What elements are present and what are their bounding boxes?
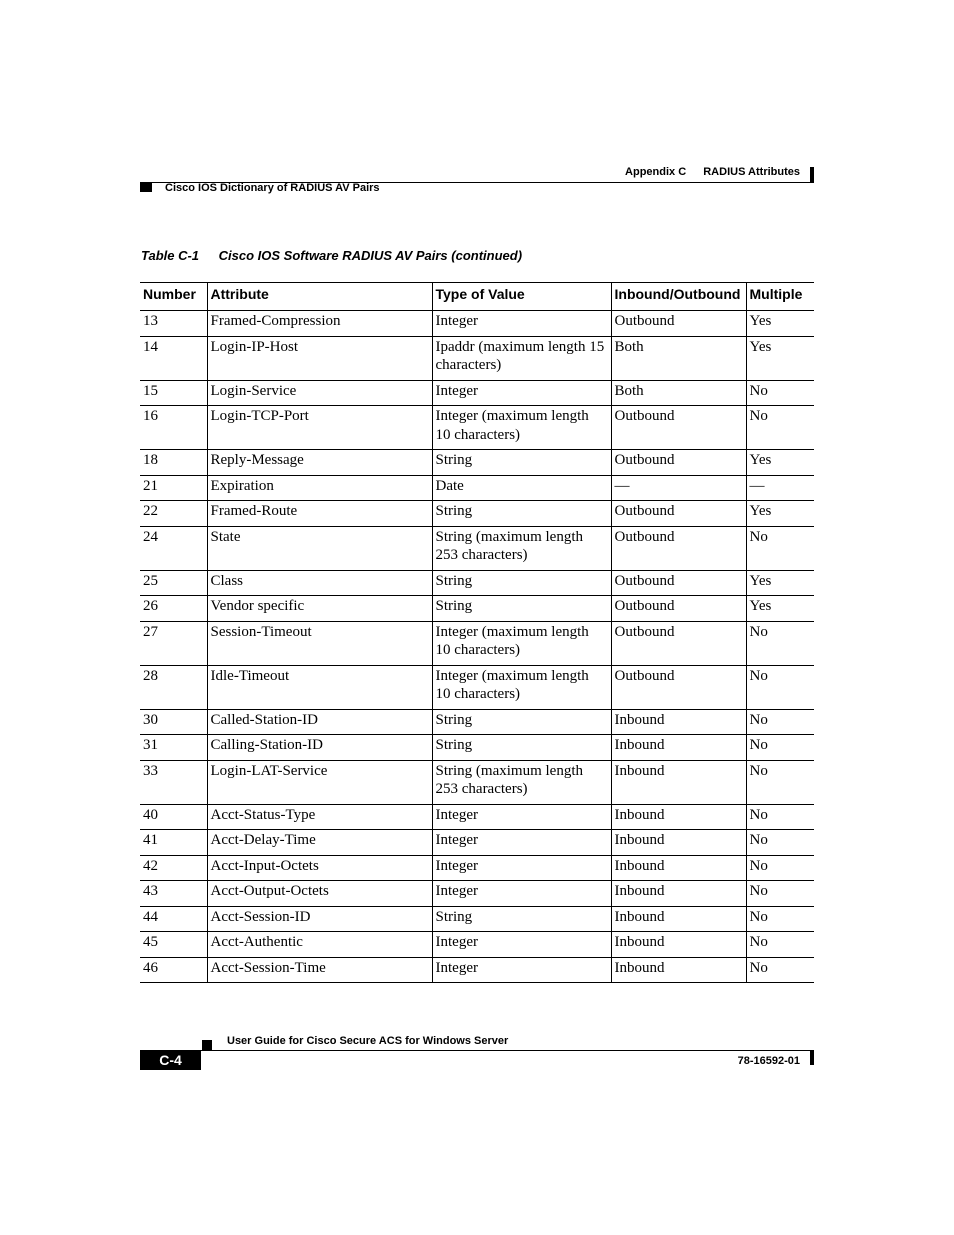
cell-number: 45 xyxy=(140,932,207,958)
table-row xyxy=(140,932,814,958)
cell-multiple: Yes xyxy=(746,311,814,337)
cell-inbound-outbound: — xyxy=(611,475,746,501)
table-row xyxy=(140,906,814,932)
cell-inbound-outbound: Outbound xyxy=(611,526,746,570)
cell-attribute: Reply-Message xyxy=(207,450,432,476)
cell-inbound-outbound: Outbound xyxy=(611,501,746,527)
cell-type-of-value: Integer xyxy=(432,881,611,907)
cell-multiple: Yes xyxy=(746,596,814,622)
cell-attribute: Acct-Output-Octets xyxy=(207,881,432,907)
column-header-multiple: Multiple xyxy=(746,283,814,311)
header-section: Cisco IOS Dictionary of RADIUS AV Pairs xyxy=(165,182,380,194)
cell-number: 15 xyxy=(140,380,207,406)
cell-attribute: Acct-Authentic xyxy=(207,932,432,958)
cell-type-of-value: String xyxy=(432,596,611,622)
cell-inbound-outbound: Inbound xyxy=(611,830,746,856)
cell-number: 25 xyxy=(140,570,207,596)
cell-number: 14 xyxy=(140,336,207,380)
cell-attribute: Class xyxy=(207,570,432,596)
cell-attribute: Acct-Delay-Time xyxy=(207,830,432,856)
cell-multiple: No xyxy=(746,709,814,735)
column-header-attribute: Attribute xyxy=(207,283,432,311)
cell-type-of-value: String xyxy=(432,709,611,735)
cell-multiple: No xyxy=(746,526,814,570)
cell-attribute: Acct-Status-Type xyxy=(207,804,432,830)
cell-attribute: Calling-Station-ID xyxy=(207,735,432,761)
cell-attribute: Acct-Session-ID xyxy=(207,906,432,932)
table-row xyxy=(140,804,814,830)
column-header-inbound-outbound: Inbound/Outbound xyxy=(611,283,746,311)
cell-number: 31 xyxy=(140,735,207,761)
cell-number: 24 xyxy=(140,526,207,570)
cell-type-of-value: Integer xyxy=(432,957,611,983)
table-caption xyxy=(141,248,522,263)
cell-type-of-value: String (maximum length 253 characters) xyxy=(432,760,611,804)
footer-rule xyxy=(140,1050,814,1051)
cell-multiple: No xyxy=(746,621,814,665)
cell-type-of-value: Integer xyxy=(432,311,611,337)
table-row xyxy=(140,665,814,709)
cell-number: 28 xyxy=(140,665,207,709)
column-header-type-of-value: Type of Value xyxy=(432,283,611,311)
cell-attribute: Vendor specific xyxy=(207,596,432,622)
cell-attribute: Framed-Compression xyxy=(207,311,432,337)
cell-attribute: Login-IP-Host xyxy=(207,336,432,380)
table-header-row xyxy=(140,283,814,311)
header-bar xyxy=(810,167,814,183)
cell-multiple: No xyxy=(746,760,814,804)
footer-bar xyxy=(810,1050,814,1065)
cell-multiple: No xyxy=(746,665,814,709)
cell-type-of-value: Integer (maximum length 10 characters) xyxy=(432,406,611,450)
cell-multiple: No xyxy=(746,906,814,932)
cell-number: 13 xyxy=(140,311,207,337)
cell-multiple: No xyxy=(746,406,814,450)
table-row xyxy=(140,406,814,450)
cell-attribute: Acct-Input-Octets xyxy=(207,855,432,881)
cell-inbound-outbound: Inbound xyxy=(611,906,746,932)
table-row xyxy=(140,957,814,983)
cell-number: 30 xyxy=(140,709,207,735)
table-row xyxy=(140,336,814,380)
cell-number: 26 xyxy=(140,596,207,622)
cell-number: 22 xyxy=(140,501,207,527)
cell-type-of-value: String xyxy=(432,906,611,932)
cell-attribute: Acct-Session-Time xyxy=(207,957,432,983)
cell-multiple: No xyxy=(746,735,814,761)
cell-multiple: No xyxy=(746,957,814,983)
table-row xyxy=(140,570,814,596)
page-number: C-4 xyxy=(140,1050,201,1070)
cell-attribute: Session-Timeout xyxy=(207,621,432,665)
header-chapter: RADIUS Attributes xyxy=(703,166,800,178)
table-row xyxy=(140,450,814,476)
table-row xyxy=(140,380,814,406)
table-row xyxy=(140,760,814,804)
cell-multiple: Yes xyxy=(746,570,814,596)
cell-inbound-outbound: Inbound xyxy=(611,709,746,735)
cell-number: 43 xyxy=(140,881,207,907)
header-marker xyxy=(140,182,152,192)
footer-marker xyxy=(202,1040,212,1050)
cell-type-of-value: String xyxy=(432,501,611,527)
footer-book-title: User Guide for Cisco Secure ACS for Windows Server xyxy=(227,1035,509,1047)
cell-type-of-value: Integer xyxy=(432,830,611,856)
cell-inbound-outbound: Both xyxy=(611,336,746,380)
cell-number: 21 xyxy=(140,475,207,501)
radius-av-pairs-table xyxy=(140,282,814,983)
cell-type-of-value: Integer xyxy=(432,380,611,406)
cell-inbound-outbound: Outbound xyxy=(611,450,746,476)
footer-doc-number: 78-16592-01 xyxy=(737,1055,800,1067)
cell-number: 16 xyxy=(140,406,207,450)
cell-attribute: Called-Station-ID xyxy=(207,709,432,735)
table-row xyxy=(140,881,814,907)
cell-type-of-value: Integer xyxy=(432,932,611,958)
cell-type-of-value: Date xyxy=(432,475,611,501)
cell-inbound-outbound: Outbound xyxy=(611,311,746,337)
cell-inbound-outbound: Both xyxy=(611,380,746,406)
cell-multiple: — xyxy=(746,475,814,501)
cell-type-of-value: String (maximum length 253 characters) xyxy=(432,526,611,570)
table-row xyxy=(140,621,814,665)
table-caption-title: Cisco IOS Software RADIUS AV Pairs (continued) xyxy=(218,248,523,263)
table-row xyxy=(140,596,814,622)
cell-multiple: Yes xyxy=(746,336,814,380)
table-row xyxy=(140,709,814,735)
cell-multiple: No xyxy=(746,380,814,406)
cell-inbound-outbound: Inbound xyxy=(611,735,746,761)
table-row xyxy=(140,830,814,856)
cell-type-of-value: Integer xyxy=(432,855,611,881)
cell-attribute: Idle-Timeout xyxy=(207,665,432,709)
cell-inbound-outbound: Inbound xyxy=(611,804,746,830)
column-header-number: Number xyxy=(140,283,207,311)
table-row xyxy=(140,855,814,881)
cell-inbound-outbound: Inbound xyxy=(611,957,746,983)
cell-number: 41 xyxy=(140,830,207,856)
cell-type-of-value: Integer (maximum length 10 characters) xyxy=(432,621,611,665)
cell-attribute: Login-TCP-Port xyxy=(207,406,432,450)
cell-number: 46 xyxy=(140,957,207,983)
cell-number: 40 xyxy=(140,804,207,830)
cell-inbound-outbound: Outbound xyxy=(611,665,746,709)
table-row xyxy=(140,526,814,570)
cell-multiple: No xyxy=(746,804,814,830)
table-row xyxy=(140,311,814,337)
cell-number: 42 xyxy=(140,855,207,881)
cell-number: 27 xyxy=(140,621,207,665)
cell-attribute: Expiration xyxy=(207,475,432,501)
running-header-right xyxy=(611,166,800,178)
cell-multiple: No xyxy=(746,830,814,856)
cell-inbound-outbound: Outbound xyxy=(611,621,746,665)
cell-multiple: No xyxy=(746,855,814,881)
cell-type-of-value: String xyxy=(432,570,611,596)
cell-type-of-value: Ipaddr (maximum length 15 characters) xyxy=(432,336,611,380)
table-row xyxy=(140,735,814,761)
cell-multiple: No xyxy=(746,932,814,958)
cell-attribute: Login-Service xyxy=(207,380,432,406)
cell-inbound-outbound: Inbound xyxy=(611,932,746,958)
cell-number: 44 xyxy=(140,906,207,932)
cell-inbound-outbound: Inbound xyxy=(611,855,746,881)
cell-multiple: No xyxy=(746,881,814,907)
cell-number: 18 xyxy=(140,450,207,476)
cell-attribute: State xyxy=(207,526,432,570)
cell-attribute: Login-LAT-Service xyxy=(207,760,432,804)
cell-inbound-outbound: Inbound xyxy=(611,881,746,907)
header-appendix: Appendix C xyxy=(625,166,687,178)
cell-multiple: Yes xyxy=(746,450,814,476)
cell-type-of-value: String xyxy=(432,450,611,476)
cell-inbound-outbound: Inbound xyxy=(611,760,746,804)
cell-attribute: Framed-Route xyxy=(207,501,432,527)
table-body xyxy=(140,311,814,983)
cell-number: 33 xyxy=(140,760,207,804)
cell-inbound-outbound: Outbound xyxy=(611,406,746,450)
cell-inbound-outbound: Outbound xyxy=(611,570,746,596)
cell-multiple: Yes xyxy=(746,501,814,527)
table-row xyxy=(140,475,814,501)
cell-type-of-value: Integer xyxy=(432,804,611,830)
cell-type-of-value: Integer (maximum length 10 characters) xyxy=(432,665,611,709)
cell-inbound-outbound: Outbound xyxy=(611,596,746,622)
table-caption-label: Table C-1 xyxy=(141,248,200,263)
table-row xyxy=(140,501,814,527)
cell-type-of-value: String xyxy=(432,735,611,761)
